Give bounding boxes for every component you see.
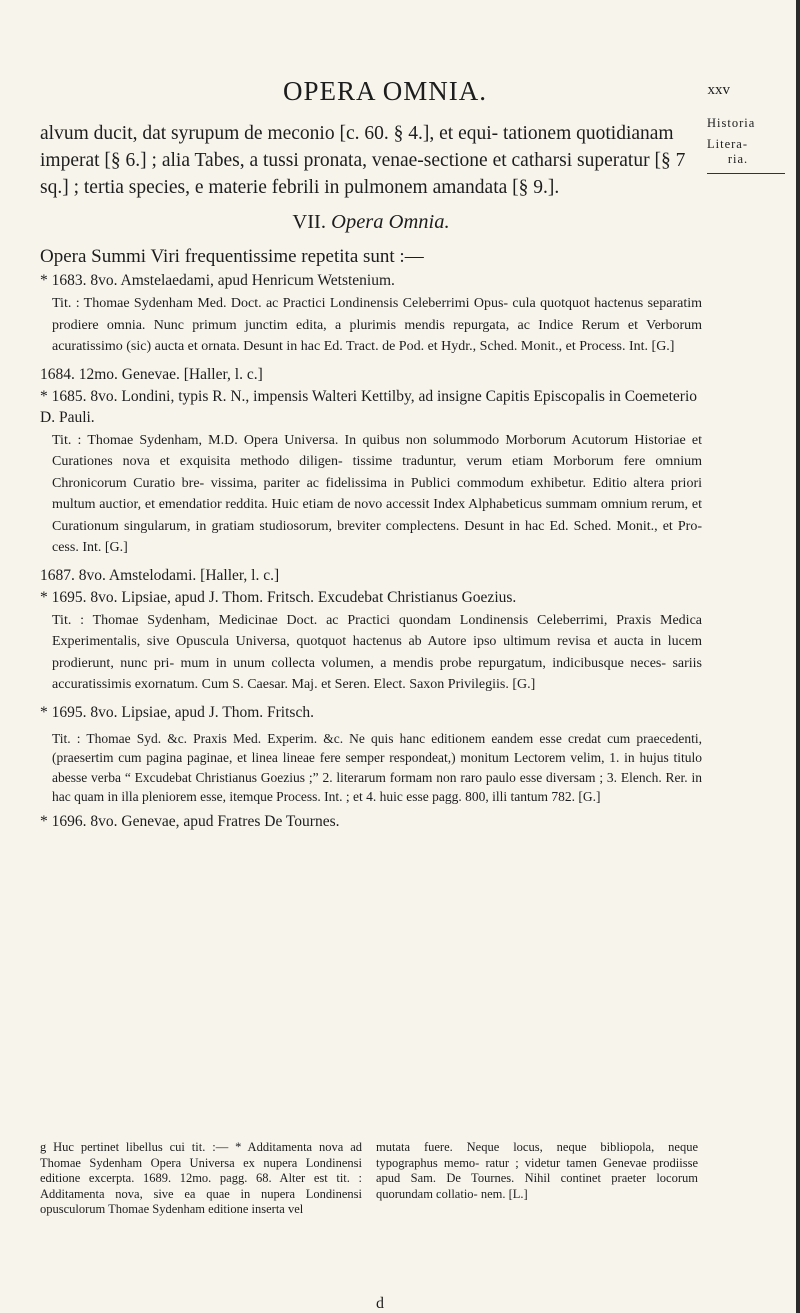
section-title: Opera Omnia. <box>331 211 450 233</box>
signature-mark: d <box>376 1295 384 1312</box>
entry-line: * 1695. 8vo. Lipsiae, apud J. Thom. Fritsch. Excudebat Christianus Goezius. <box>40 588 517 606</box>
intro-paragraph <box>40 120 702 201</box>
entry-line: * 1696. 8vo. Genevae, apud Fratres De Tournes. <box>40 812 340 830</box>
margin-line-2: Litera- <box>707 137 749 151</box>
section-intro: Opera Summi Viri frequentissime repetita sunt :— <box>40 246 424 267</box>
entry-title-text: Tit. : Thomae Sydenham Med. Doct. ac Practici Londinensis Celeberrimi Opus- cula quotquot hactenus separatim prodiere omnia. Nunc primum junctim edita, a plurimis mendis repurgata, ac Indice Rerum et Verborum acuratissimo (sic) aucta et ornata. Desunt in hac Ed. Tract. de Pod. et Hydr., Sched. Monit., et Process. Int. [G.] <box>52 296 702 354</box>
footnote-col-1: g Huc pertinet libellus cui tit. :— * Additamenta nova ad Thomae Sydenham Opera Universa ex nupera Londinensi editione excerpta. 1689. 12mo. pagg. 68. Alter est tit. : Additamenta nova, sive ea quae in nupera Londinensi opusculorum Thomae Sydenham editione inserta vel <box>40 1140 362 1216</box>
entry-line: * 1683. 8vo. Amstelaedami, apud Henricum Wetstenium. <box>40 272 395 289</box>
entry-line: 1687. 8vo. Amstelodami. [Haller, l. c.] <box>40 566 280 584</box>
margin-rule <box>707 173 785 174</box>
entry-line: * 1695. 8vo. Lipsiae, apud J. Thom. Fritsch. <box>40 703 314 721</box>
entry-line: * 1685. 8vo. Londini, typis R. N., impensis Walteri Kettilby, ad insigne Capitis Episcopalis in Coemeterio D. Pauli. <box>40 387 698 426</box>
entry-title-text: Tit. : Thomae Sydenham, M.D. Opera Universa. In quibus non solummodo Morborum Acutorum Historiae et Curationes nova et exquisita methodo diligen- tissime traduntur, verum etiam Morborum fere omnium Chronicorum Curatio bre- vissima, pariter ac fidelissima in Publici commodum exhibetur. Editio altera priori multum auctior, et emendatior reddita. Huic etiam de novo accessit Index Alphabeticus summam omnium rerum, et Curationum singularum, in gratiam studiosorum, breviter complectens. Desunt in hac Ed. Sched. Monit., et Pro- cess. Int. [G.] <box>52 432 702 555</box>
page-header <box>40 76 730 108</box>
section-heading <box>40 211 702 234</box>
page-number: xxv <box>707 82 730 98</box>
margin-line-3: ria. <box>727 152 749 166</box>
margin-note <box>707 116 779 174</box>
page-edge <box>796 0 800 1313</box>
entry-title-text: Tit. : Thomae Syd. &c. Praxis Med. Experim. &c. Ne quis hanc editionem eandem esse credat cum praecedenti, (praesertim cum pagina paginae, et linea lineae fere semper respondeat,) monitum Lectorem velim, 1. in hujus titulo abesse verba “ Excudebat Christianus Goezius ;” 2. literarum formam non raro paulo esse diversam ; 3. Elench. Rer. in hac quam in illa pleniorem esse, itemque Process. Int. ; et 4. huic esse pagg. 800, illi tantum 782. [G.] <box>52 730 702 804</box>
main-text <box>40 120 702 832</box>
running-title: OPERA OMNIA. <box>282 76 488 106</box>
entry-line: 1684. 12mo. Genevae. [Haller, l. c.] <box>40 365 263 383</box>
intro-text: alvum ducit, dat syrupum de meconio [c. 60. § 4.], et equi- tationem quotidianam imperat [§ 6.] ; alia Tabes, a tussi pronata, venae-sectione et catharsi superatur [§ 7 sq.] ; tertia species, e materie febrili in pulmonem amandata [§ 9.]. <box>40 123 686 198</box>
margin-line-1: Historia <box>707 116 756 130</box>
entry-title-text: Tit. : Thomae Sydenham, Medicinae Doct. ac Practici quondam Londinensis Celeberrimi, Praxis Medica Experimentalis, sive Opuscula Universa, quotquot hactenus ab Autore ipso ultimum revisa et aucta in lucem prodierunt, nunc pri- mum in unum collecta volumen, a mendis probe repurgatum, indicibusque neces- sariis accuratissimis exornatum. Cum S. Caesar. Maj. et Seren. Elect. Saxon Privilegiis. [G.] <box>52 612 702 692</box>
footnotes <box>40 1140 700 1218</box>
section-number: VII. <box>292 211 327 233</box>
footnote-col-2: mutata fuere. Neque locus, neque bibliopola, neque typographus memo- ratur ; videtur tamen Genevae prodiisse apud Sam. De Tournes. Nihil continet praeter locorum quorundam collatio- nem. [L.] <box>376 1140 698 1201</box>
